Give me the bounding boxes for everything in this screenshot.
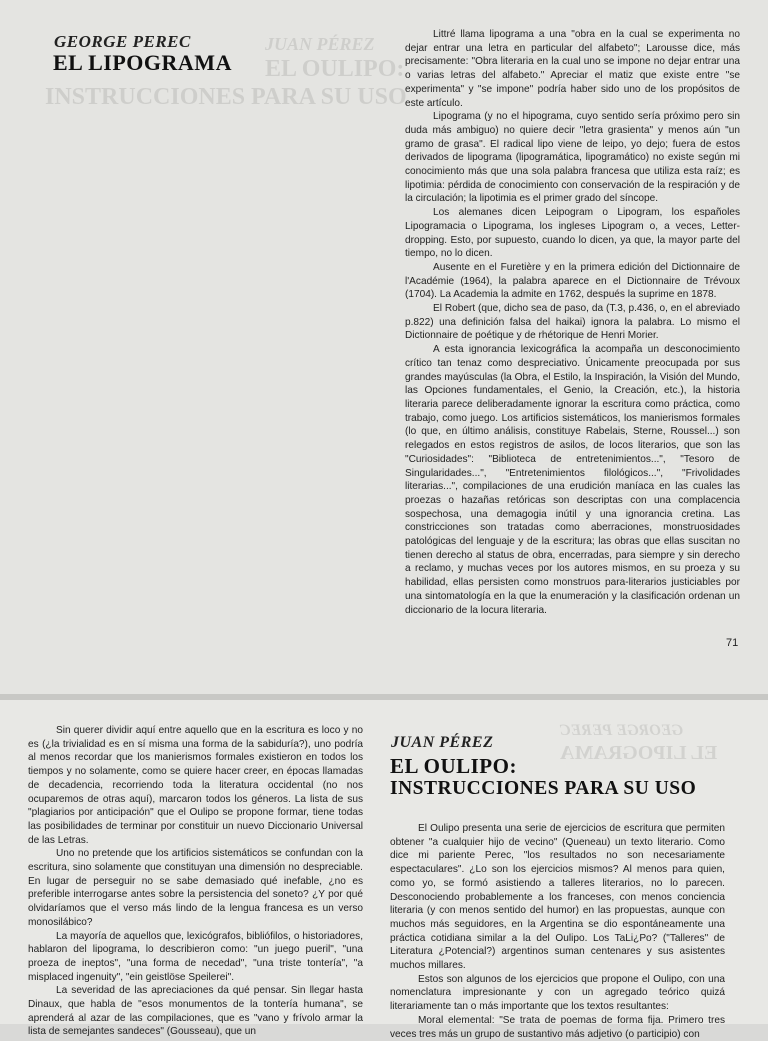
paragraph: Sin querer dividir aquí entre aquello que en la escritura es loco y no es (¿la trivialidad es en sí misma una forma de la sabiduría?), uno podría al menos recordar que los manierismos formales existieron en todos los tiempos y no solamente, como se quiere hacer creer, en épocas llamadas de decadencia, recorriendo toda la literatura occidental (no nos ocuparemos de otras aquí), marcaron todos los géneros. La lista de sus "plagiarios por anticipación" que el Oulipo se propone formar, tiene todas las posibilidades de terminar por constituir un nuevo Diccionario Universal de las Letras.: [28, 725, 363, 846]
paragraph: A esta ignorancia lexicográfica la acompaña un desconocimiento crítico tan tenaz como despreciativo. Únicamente preocupada por sus grandes mayúsculas (la Obra, el Estilo, la Inspiración, la Visión del Mundo, las Opciones fundamentales, el Genio, la Creación, etc.), la historia literaria parece deliberadamente ignorar la escritura como práctica, como trabajo, como juego. Los artificios sistemáticos, los manierismos formales (lo que, en último análisis, constituye Rabelais, Sterne, Roussel...) son relegados en estos registros de asilos, de locos literarios, que son las "Curiosidades": "Biblioteca de entretenimientos...", "Tesoro de Singularidades...", "Entretenimientos filológicos...", "Frivolidades literarias...", compilaciones de una erudición maníaca en las cuales las proezas o hazañas retóricas son descriptas con una complacencia sospechosa, una demagogia inútil y una ignorancia cretina. Las constricciones son tratadas como aberraciones, monstruosidades patológicas del lenguaje y de la escritura; las obras que ellas suscitan no tienen derecho al status de obra, encerradas, para siempre y sin derecho a reclamo, y muchas veces por los autores mismos, en su proeza y su habilidad, ellas persisten como monstruos para-literarios justiciables por una sintomatología en la que la enumeración y la clasificación ordenan un diccionario de la locura literaria.: [405, 344, 740, 616]
paragraph: Ausente en el Furetière y en la primera edición del Dictionnaire de l'Académie (1964), la palabra aparece en el Dictionnaire de Trévoux (1704). La Academia la admite en 1762, después la suprime en 1878.: [405, 261, 740, 301]
article-author: JUAN PÉREZ: [391, 734, 494, 751]
paragraph: La severidad de las apreciaciones da qué pensar. Sin llegar hasta Dinaux, que habla de "esos monumentos de la tontería humana", se aprenderá al azar de las compilaciones, que es "vano y frívolo armar la lista de semejantes sandeces" (Gousseau), que un: [28, 985, 363, 1038]
paragraph: Littré llama lipograma a una "obra en la cual se experimenta no dejar entrar una letra en particular del alfabeto"; Larousse dice, más precisamente: "Obra literaria en la cual uno se impone no dejar entrar una o varias letras del alfabeto." Apreciar el matiz que existe entre "se experimenta" y "se impone" podría haber sido uno de los propósitos de este artículo.: [405, 29, 740, 109]
paragraph: Lipograma (y no el hipograma, cuyo sentido sería próximo pero sin duda más ambiguo) no quiere decir "letra grasienta" y menos aún "un gramo de grasa". El radical lipo viene de leipo, yo dejo; fuera de estos derivados de lipograma (lipogramática, lipogramático) no existe según mi conocimiento más que una sola palabra francesa que utiliza esta raíz; es lipotimia: pérdida de conocimiento con conservación de la respiración y de la circulación; la lipotimia es el primer grado del síncope.: [405, 111, 740, 205]
article-title: EL LIPOGRAMA: [53, 50, 232, 75]
paragraph: Moral elemental: "Se trata de poemas de forma fija. Primero tres veces tres más un grupo de sustantivo más adjetivo (o participio) con: [390, 1014, 725, 1040]
article-body-column: [405, 28, 740, 617]
show-through-author: GEORGE PEREC: [560, 722, 684, 739]
paragraph: Uno no pretende que los artificios sistemáticos se confundan con la escritura, sino solamente que constituyan una dimensión no despreciable. En lugar de perseguir no se sabe demasiado qué inefable, ¿no es preferible interrogarse antes sobre la persistencia del soneto? ¿Y por qué olvidaríamos que el verso más lindo de la lengua francesa es un verso monosilábico?: [28, 848, 363, 928]
page-number: 71: [726, 637, 739, 649]
article-title-line-2: INSTRUCCIONES PARA SU USO: [390, 778, 697, 799]
paragraph: Estos son algunos de los ejercicios que propone el Oulipo, con una nomenclatura impresionante y con un agregado teórico quizá literariamente tan o más importante que los textos resultantes:: [390, 973, 725, 1013]
paragraph: El Oulipo presenta una serie de ejercicios de escritura que permiten obtener "a cualquier hijo de vecino" (Queneau) un texto literario. Como dice mi pariente Perec, "los resultados no son necesariamente espectaculares". ¿Lo son los ejercicios mismos? Al menos para quien, como yo, se formó asistiendo a talleres literarios, no lo parecen. Desconociendo probablemente a los franceses, con menos conciencia literaria (y con menos sentido del humor) en las propuestas, aunque con muchos más seguidores, en la Argentina se dio espontáneamente una práctica cotidiana similar a la del Oulipo. Los TaLi¿Po? ("Talleres" de Literatura ¿Potencial?) argentinos suman centenares y sus asistentes muchos millares.: [390, 823, 725, 972]
article-author: GEORGE PEREC: [54, 32, 191, 51]
show-through-title-1: EL OULIPO:: [265, 56, 405, 82]
left-column: [28, 724, 363, 1039]
show-through-title: EL LIPOGRAMA: [560, 742, 718, 764]
paragraph: La mayoría de aquellos que, lexicógrafos, bibliófilos, o historiadores, hablaron del lipograma, lo describieron como: "un juego pueril", "una proeza de ineptos", "una forma de necedad", "una triste tontería", "a misplaced ingenuity", "ein geistlöse Speilerei".: [28, 930, 363, 983]
article-title-line-1: EL OULIPO:: [390, 754, 517, 778]
right-column: [390, 822, 725, 1041]
show-through-title-2: INSTRUCCIONES PARA SU USO: [45, 84, 407, 110]
paragraph: El Robert (que, dicho sea de paso, da (T.3, p.436, o, en el abreviado p.822) una definición falsa del haikai) ignora la palabra. Lo mismo el Dictionnaire de poétique y de rhétorique de Henri Morier.: [405, 303, 740, 342]
paragraph: Los alemanes dicen Leipogram o Lipogram, los españoles Lipogramacia o Lipograma, los ingleses Lipogram o, a veces, Letter-dropping. Esto, por supuesto, cuando lo dicen, ya que, la mayor parte del tiempo, no lo dicen.: [405, 207, 740, 260]
bottom-page: [0, 700, 768, 1040]
show-through-author: JUAN PÉREZ: [265, 34, 375, 54]
